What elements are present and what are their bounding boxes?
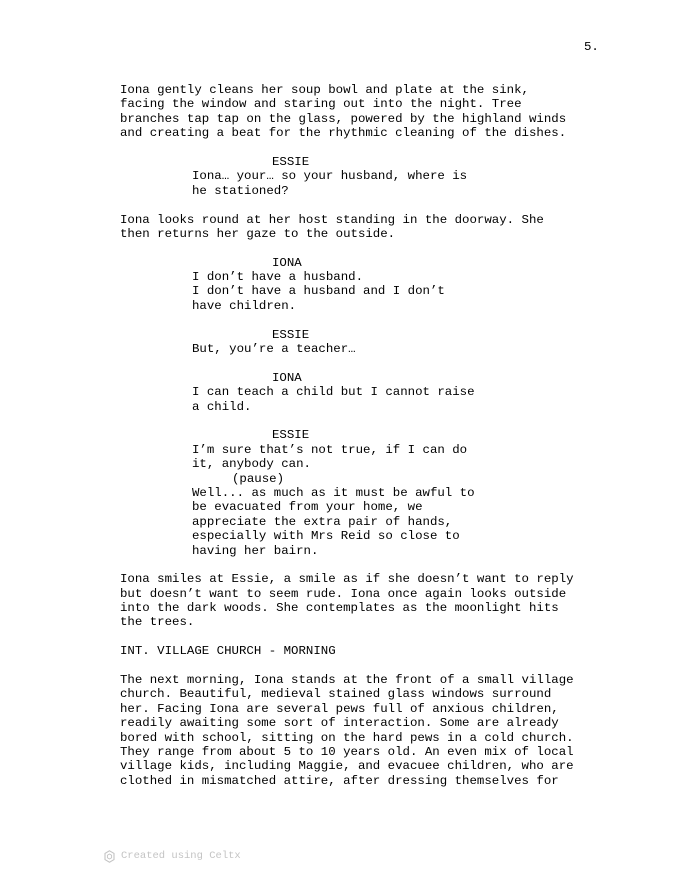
dialogue-line: But, you’re a teacher…: [192, 342, 356, 357]
dialogue-line: he stationed?: [192, 183, 289, 198]
dialogue-block: [120, 486, 640, 558]
screenplay-body: [120, 83, 640, 788]
action-line: bored with school, sitting on the hard pews in a cold church.: [120, 730, 574, 745]
dialogue-block: [120, 169, 640, 198]
dialogue-line: I can teach a child but I cannot raise: [192, 385, 475, 400]
action-line: They range from about 5 to 10 years old. An even mix of local: [120, 744, 574, 759]
dialogue-line: I don’t have a husband.: [192, 270, 364, 285]
dialogue-line: Well... as much as it must be awful to: [192, 485, 475, 500]
dialogue-line: a child.: [192, 399, 252, 414]
action-block: [120, 673, 640, 788]
footer-text: Created using Celtx: [121, 850, 241, 862]
parenthetical: (pause): [232, 471, 285, 486]
action-line: Iona looks round at her host standing in the doorway. She: [120, 212, 544, 227]
action-line: the trees.: [120, 615, 195, 630]
action-line: and creating a beat for the rhythmic cleaning of the dishes.: [120, 126, 567, 141]
dialogue-line: it, anybody can.: [192, 457, 311, 472]
action-line: Iona gently cleans her soup bowl and plate at the sink,: [120, 83, 529, 97]
character-name: ESSIE: [272, 428, 310, 443]
action-line: church. Beautiful, medieval stained glass windows surround: [120, 687, 552, 702]
action-line: but doesn’t want to seem rude. Iona once again looks outside: [120, 586, 567, 601]
dialogue-block: [120, 270, 640, 313]
dialogue-block: [120, 443, 640, 472]
celtx-footer[interactable]: [104, 849, 241, 863]
action-block: [120, 83, 640, 141]
character-name: ESSIE: [272, 154, 310, 169]
action-line: readily awaiting some sort of interaction. Some are already: [120, 716, 559, 731]
action-line: branches tap tap on the glass, powered by the highland winds: [120, 111, 567, 126]
action-line: village kids, including Maggie, and evacuee children, who are: [120, 759, 574, 774]
dialogue-line: Iona… your… so your husband, where is: [192, 169, 468, 184]
dialogue-line: appreciate the extra pair of hands,: [192, 514, 453, 529]
character-name: IONA: [272, 370, 302, 385]
dialogue-line: have children.: [192, 298, 297, 313]
celtx-logo-icon: [104, 850, 115, 863]
action-line: her. Facing Iona are several pews full of anxious children,: [120, 701, 559, 716]
dialogue-block: [120, 385, 640, 414]
action-line: The next morning, Iona stands at the front of a small village: [120, 673, 574, 688]
dialogue-line: I’m sure that’s not true, if I can do: [192, 442, 468, 457]
scene-heading: INT. VILLAGE CHURCH - MORNING: [120, 644, 336, 659]
dialogue-line: especially with Mrs Reid so close to: [192, 529, 460, 544]
dialogue-block: [120, 342, 640, 356]
page-number: 5.: [584, 40, 599, 54]
action-line: into the dark woods. She contemplates as the moonlight hits: [120, 601, 559, 616]
dialogue-line: I don’t have a husband and I don’t: [192, 284, 445, 299]
dialogue-line: having her bairn.: [192, 543, 319, 558]
character-name: IONA: [272, 255, 302, 270]
character-name: ESSIE: [272, 327, 310, 342]
action-line: clothed in mismatched attire, after dressing themselves for: [120, 773, 559, 788]
dialogue-line: be evacuated from your home, we: [192, 500, 423, 515]
action-block: [120, 213, 640, 242]
action-line: Iona smiles at Essie, a smile as if she doesn’t want to reply: [120, 572, 574, 587]
action-line: then returns her gaze to the outside.: [120, 226, 396, 241]
action-block: [120, 572, 640, 630]
action-line: facing the window and staring out into the night. Tree: [120, 97, 522, 112]
